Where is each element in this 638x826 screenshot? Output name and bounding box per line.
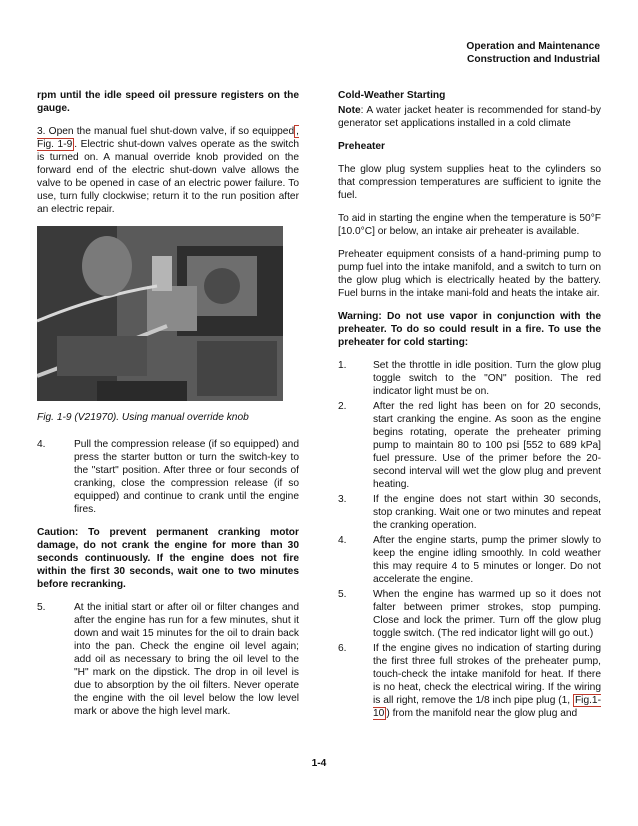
- warning-text: Warning: Do not use vapor in conjunction with the preheater. To do so could result in a fire. To use the preheater for cold starting:: [338, 311, 601, 348]
- step-4-text: Pull the compression release (if so equipped) and press the starter button or turn the switch-key to the "start" position. After three or four seconds of cranking, close the compression release (if so equipped) and continue to crank until the engine fires.: [74, 439, 299, 515]
- step-5: [37, 601, 299, 718]
- cold-weather-heading: Cold-Weather Starting: [338, 90, 446, 101]
- step-text: If the engine does not start within 30 seconds, stop cranking. Wait one or two minutes and repeat the cranking operation.: [373, 494, 601, 531]
- engine-photo: [37, 226, 283, 401]
- note-text: : A water jacket heater is recommended for stand-by generator set applications installed in a cold climate: [338, 105, 601, 129]
- step-text: After the red light has been on for 20 seconds, start cranking the engine. As soon as the engine begins rotating, operate the preheater priming pump to maintain 80 to 100 psi [552 to 689 kPa] fuel pressure. Use of the primer before the 20-second interval will wet the glow plug and prevent heating.: [373, 401, 601, 490]
- step-number: 5.: [338, 589, 347, 600]
- right-column: [338, 89, 601, 722]
- step-5-text: At the initial start or after oil or filter changes and after the engine has run for a few minutes, shut it down and wait 15 minutes for the oil to drain back into the pan. Check the engine oil level again; add oil as necessary to bring the oil level to the "H" mark on the dipstick. The drop in oil level is due to absorption by the oil filters. Never operate the engine with the oil level below the low level mark or above the high level mark.: [74, 602, 299, 717]
- engine-photo-image: [37, 226, 283, 401]
- step-text: Set the throttle in idle position. Turn the glow plug toggle switch to the "ON" position. The red indicator light must be on.: [373, 360, 601, 397]
- header-line-2: Construction and Industrial: [466, 54, 600, 65]
- step-3-text-cont: . Electric shut-down valves operate as the switch is turned on. A manual override knob provided on the forward end of the electric shut-down valve allows the valve to be opened in case of an electric power failure. To use, turn fully clockwise; return it to the run position after an electric repair.: [37, 139, 299, 215]
- preheater-step: [338, 493, 601, 532]
- caution-text: Caution: To prevent permanent cranking motor damage, do not crank the engine for more than 30 seconds continuously. If the engine does not fire within the first 30 seconds, wait one to two minutes before recranking.: [37, 527, 299, 590]
- step-5-number: 5.: [37, 602, 46, 613]
- step-number: 3.: [338, 494, 347, 505]
- fig-1-9-link[interactable]: , Fig. 1-9: [37, 126, 299, 150]
- step-3-text: 3. Open the manual fuel shut-down valve, if so equipped: [37, 126, 295, 137]
- preheater-step: [338, 400, 601, 491]
- preheater-heading: Preheater: [338, 141, 386, 152]
- preheater-step: [338, 359, 601, 398]
- intro-text: rpm until the idle speed oil pressure registers on the gauge.: [37, 90, 299, 114]
- step-text: [373, 642, 601, 720]
- step-4: [37, 438, 299, 516]
- step-text: After the engine starts, pump the primer slowly to keep the engine idling smoothly. In cold weather this may require 4 to 5 minutes or longer. Do not accelerate the engine.: [373, 535, 601, 585]
- left-column: [37, 89, 299, 728]
- note: [338, 104, 601, 130]
- step-6-text-cont: ) from the manifold near the glow plug and: [386, 708, 578, 719]
- step-number: 1.: [338, 360, 347, 371]
- preheater-para-2: To aid in starting the engine when the temperature is 50°F [10.0°C] or below, an intake air preheater is available.: [338, 213, 601, 237]
- preheater-step: [338, 588, 601, 640]
- step-6-text: If the engine gives no indication of starting during the first three full strokes of the preheater pump, touch-check the intake manifold for heat. If there is no heat, check the electrical wiring. If the wiring is all right, remove the 1/8 inch pipe plug (1,: [373, 643, 601, 706]
- step-number: 2.: [338, 401, 347, 412]
- step-text: When the engine has warmed up so it does not falter between primer strokes, stop pumping. Close and lock the primer. Turn off the glow plug toggle switch. (The red indicator light will go out.): [373, 589, 601, 639]
- page-number: 1-4: [311, 758, 327, 769]
- preheater-para-3: Preheater equipment consists of a hand-priming pump to pump fuel into the intake manifold, and a switch to turn on the glow plug which is electrically heated by the battery. Fuel burns in the intake mani-fold and heats the intake air.: [338, 249, 601, 299]
- preheater-step-6: [338, 642, 601, 720]
- step-3: [37, 125, 299, 216]
- step-number: 4.: [338, 535, 347, 546]
- step-number: 6.: [338, 643, 347, 654]
- preheater-step: [338, 534, 601, 586]
- preheater-para-1: The glow plug system supplies heat to the cylinders so that compression temperatures are sufficient to ignite the fuel.: [338, 164, 601, 201]
- preheater-steps: [338, 359, 601, 720]
- fig-1-10-link[interactable]: Fig.1-10: [373, 695, 601, 719]
- header-line-1: Operation and Maintenance: [466, 41, 600, 52]
- step-4-number: 4.: [37, 439, 46, 450]
- note-label: Note: [338, 105, 361, 116]
- figure-caption: Fig. 1-9 (V21970). Using manual override knob: [37, 412, 249, 423]
- page-header: [466, 40, 600, 66]
